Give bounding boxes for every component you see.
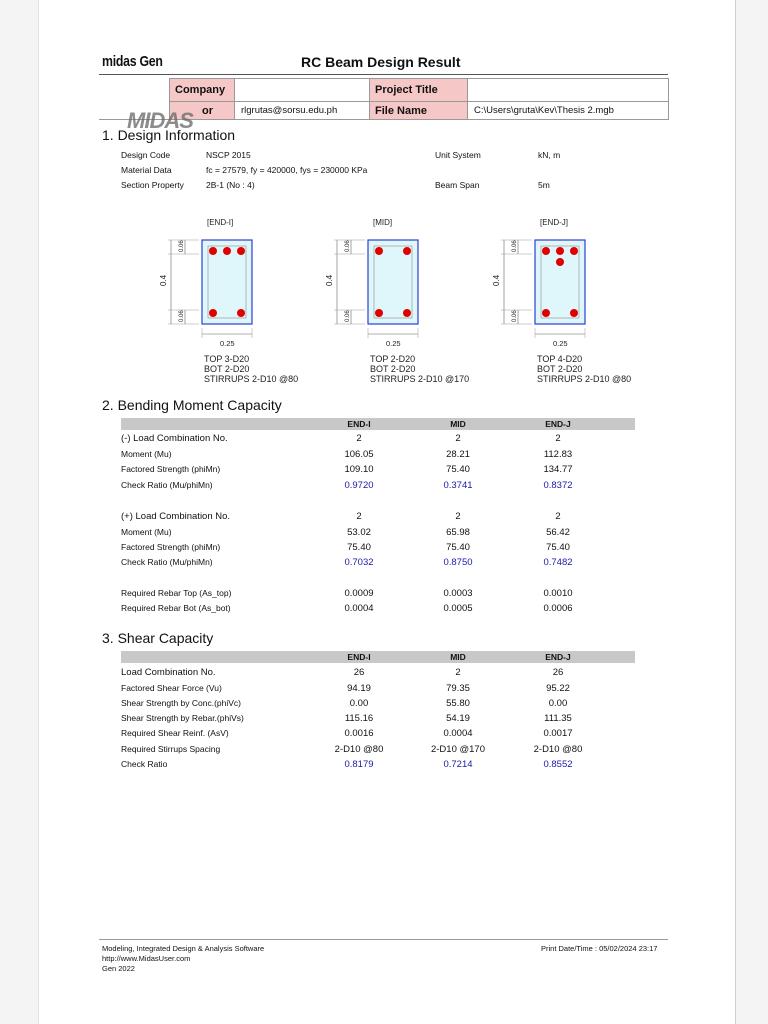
row-label: Factored Strength (phiMn) xyxy=(121,464,221,474)
row-value: 28.21 xyxy=(446,449,470,460)
row-value: 0.8750 xyxy=(443,557,473,568)
row-value: 94.19 xyxy=(347,683,371,694)
bending-col-end-j: END-J xyxy=(545,419,571,429)
top-rebar xyxy=(375,247,383,255)
author-label: or xyxy=(202,105,213,117)
bending-table-header xyxy=(121,418,635,430)
row-value: 54.19 xyxy=(446,713,470,724)
cover-dim-label: 0.06 xyxy=(345,310,351,322)
row-value: 0.8552 xyxy=(543,759,573,770)
row-value: 2 xyxy=(555,433,561,444)
row-value: 0.0006 xyxy=(543,603,573,614)
row-value: 0.0010 xyxy=(543,588,573,599)
top-rebar-text: TOP 2-D20 xyxy=(370,354,416,364)
row-value: 26 xyxy=(353,667,365,678)
row-value: 0.7032 xyxy=(344,557,374,568)
footer-rule xyxy=(99,939,668,940)
row-value: 2 xyxy=(555,511,561,522)
row-label: Factored Strength (phiMn) xyxy=(121,542,221,552)
row-value: 106.05 xyxy=(344,449,374,460)
row-value: 2-D10 @170 xyxy=(430,744,485,755)
row-label: Moment (Mu) xyxy=(121,449,172,459)
section-property-label: Section Property xyxy=(121,180,184,190)
bottom-rebar xyxy=(209,309,217,317)
row-value: 0.7214 xyxy=(443,759,473,770)
top-rebar xyxy=(556,258,564,266)
footer-url: http://www.MidasUser.com xyxy=(102,954,191,963)
row-value: 0.7482 xyxy=(543,557,573,568)
project-title-value-cell xyxy=(467,78,669,102)
design-code-label: Design Code xyxy=(121,150,171,160)
width-dim-label: 0.25 xyxy=(386,339,401,348)
bending-heading: 2. Bending Moment Capacity xyxy=(102,397,282,413)
section-title: [END-J] xyxy=(540,218,568,227)
row-value: 109.10 xyxy=(344,464,374,475)
row-value: 112.83 xyxy=(543,449,573,460)
author-value-cell xyxy=(234,101,370,120)
row-value: 2-D10 @80 xyxy=(334,744,384,755)
row-label: Load Combination No. xyxy=(121,667,216,678)
row-label: Check Ratio (Mu/phiMn) xyxy=(121,557,213,567)
material-data-label: Material Data xyxy=(121,165,172,175)
row-label: (+) Load Combination No. xyxy=(121,511,231,522)
row-value: 0.8179 xyxy=(344,759,374,770)
top-rebar xyxy=(209,247,217,255)
row-label: Required Rebar Top (As_top) xyxy=(121,588,232,598)
row-value: 2 xyxy=(356,511,362,522)
bending-col-mid: MID xyxy=(450,419,466,429)
unit-system-value: kN, m xyxy=(538,150,561,160)
design-code-value: NSCP 2015 xyxy=(206,150,251,160)
footer-version: Gen 2022 xyxy=(102,964,135,973)
file-name-value-cell xyxy=(467,101,669,120)
section-title: [MID] xyxy=(373,218,393,227)
row-value: 0.00 xyxy=(349,698,369,709)
row-value: 111.35 xyxy=(544,713,572,724)
bottom-rebar-text: BOT 2-D20 xyxy=(204,364,250,374)
section-title: [END-I] xyxy=(207,218,234,227)
width-dim-label: 0.25 xyxy=(553,339,568,348)
row-value: 75.40 xyxy=(347,542,371,553)
row-value: 2 xyxy=(356,433,362,444)
row-value: 79.35 xyxy=(446,683,470,694)
row-value: 115.16 xyxy=(344,713,374,724)
report-page xyxy=(38,0,736,1024)
row-label: (-) Load Combination No. xyxy=(121,433,228,444)
row-label: Required Rebar Bot (As_bot) xyxy=(121,603,231,613)
bottom-rebar-text: BOT 2-D20 xyxy=(370,364,416,374)
height-dim-label: 0.4 xyxy=(492,274,501,286)
row-value: 0.0016 xyxy=(344,728,374,739)
top-rebar xyxy=(570,247,578,255)
row-label: Check Ratio xyxy=(121,759,168,769)
row-value: 2 xyxy=(455,667,461,678)
top-rebar xyxy=(556,247,564,255)
shear-heading: 3. Shear Capacity xyxy=(102,630,214,646)
stirrups-text: STIRRUPS 2-D10 @80 xyxy=(204,374,299,384)
company-label: Company xyxy=(175,84,226,96)
row-value: 95.22 xyxy=(546,683,570,694)
row-value: 0.00 xyxy=(548,698,568,709)
height-dim-label: 0.4 xyxy=(325,274,334,286)
top-rebar-text: TOP 3-D20 xyxy=(204,354,250,364)
bottom-rebar xyxy=(375,309,383,317)
bottom-rebar xyxy=(570,309,578,317)
print-date-time: Print Date/Time : 05/02/2024 23:17 xyxy=(541,944,658,953)
height-dim-label: 0.4 xyxy=(159,274,168,286)
row-value: 55.80 xyxy=(446,698,470,709)
shear-col-mid: MID xyxy=(450,652,466,662)
footer-software: Modeling, Integrated Design & Analysis Software xyxy=(102,944,265,953)
top-rebar xyxy=(403,247,411,255)
cover-dim-label: 0.06 xyxy=(345,240,351,252)
top-rebar-text: TOP 4-D20 xyxy=(537,354,583,364)
unit-system-label: Unit System xyxy=(435,150,481,160)
row-label: Required Stirrups Spacing xyxy=(121,744,221,754)
beam-span-label: Beam Span xyxy=(435,180,480,190)
row-value: 75.40 xyxy=(546,542,570,553)
bottom-rebar-text: BOT 2-D20 xyxy=(537,364,583,374)
row-label: Shear Strength by Rebar.(phiVs) xyxy=(121,713,244,723)
company-value-cell xyxy=(234,78,370,102)
top-rebar xyxy=(223,247,231,255)
row-value: 0.0017 xyxy=(543,728,573,739)
row-value: 0.0005 xyxy=(443,603,473,614)
bending-col-end-i: END-I xyxy=(347,419,371,429)
stirrups-text: STIRRUPS 2-D10 @170 xyxy=(370,374,470,384)
bottom-rebar xyxy=(542,309,550,317)
shear-col-end-i: END-I xyxy=(347,652,371,662)
row-value: 75.40 xyxy=(446,542,470,553)
shear-table-header xyxy=(121,651,635,663)
row-value: 2-D10 @80 xyxy=(533,744,583,755)
cover-dim-label: 0.06 xyxy=(179,240,185,252)
row-value: 2 xyxy=(455,511,461,522)
project-title-label-cell xyxy=(369,78,468,102)
row-value: 0.9720 xyxy=(344,480,374,491)
company-label-cell xyxy=(169,78,235,102)
row-label: Shear Strength by Conc.(phiVc) xyxy=(121,698,242,708)
section-property-value: 2B-1 (No : 4) xyxy=(206,180,255,190)
row-value: 0.3741 xyxy=(443,480,473,491)
width-dim-label: 0.25 xyxy=(220,339,235,348)
row-value: 0.0004 xyxy=(443,728,473,739)
row-value: 53.02 xyxy=(347,527,371,538)
beam-section-diagrams xyxy=(39,210,735,390)
file-name-label: File Name xyxy=(375,105,427,117)
cover-dim-label: 0.06 xyxy=(512,310,518,322)
file-name-value: C:\Users\gruta\Kev\Thesis 2.mgb xyxy=(474,105,614,116)
row-value: 0.8372 xyxy=(543,480,573,491)
row-value: 134.77 xyxy=(543,464,573,475)
row-label: Required Shear Reinf. (AsV) xyxy=(121,728,229,738)
row-value: 75.40 xyxy=(446,464,470,475)
row-label: Check Ratio (Mu/phiMn) xyxy=(121,480,213,490)
brand-logo: midas Gen xyxy=(102,53,163,70)
row-label: Moment (Mu) xyxy=(121,527,172,537)
top-rebar xyxy=(542,247,550,255)
row-value: 2 xyxy=(455,433,461,444)
midas-watermark-logo: MIDAS xyxy=(127,108,193,133)
design-info-heading: 1. Design Information xyxy=(102,127,236,143)
row-value: 0.0009 xyxy=(344,588,374,599)
page-title: RC Beam Design Result xyxy=(301,54,461,70)
material-data-value: fc = 27579, fy = 420000, fys = 230000 KPa xyxy=(206,165,368,175)
author-value: rlgrutas@sorsu.edu.ph xyxy=(241,105,338,116)
header-rule xyxy=(99,74,668,75)
row-label: Factored Shear Force (Vu) xyxy=(121,683,222,693)
row-value: 56.42 xyxy=(546,527,570,538)
cover-dim-label: 0.06 xyxy=(512,240,518,252)
project-title-label: Project Title xyxy=(375,84,438,96)
shear-col-end-j: END-J xyxy=(545,652,571,662)
file-name-label-cell xyxy=(369,101,468,120)
stirrups-text: STIRRUPS 2-D10 @80 xyxy=(537,374,632,384)
row-value: 0.0004 xyxy=(344,603,374,614)
cover-dim-label: 0.06 xyxy=(179,310,185,322)
row-value: 65.98 xyxy=(446,527,470,538)
row-value: 26 xyxy=(552,667,564,678)
beam-span-value: 5m xyxy=(538,180,550,190)
top-rebar xyxy=(237,247,245,255)
bottom-rebar xyxy=(403,309,411,317)
bottom-rebar xyxy=(237,309,245,317)
row-value: 0.0003 xyxy=(443,588,473,599)
